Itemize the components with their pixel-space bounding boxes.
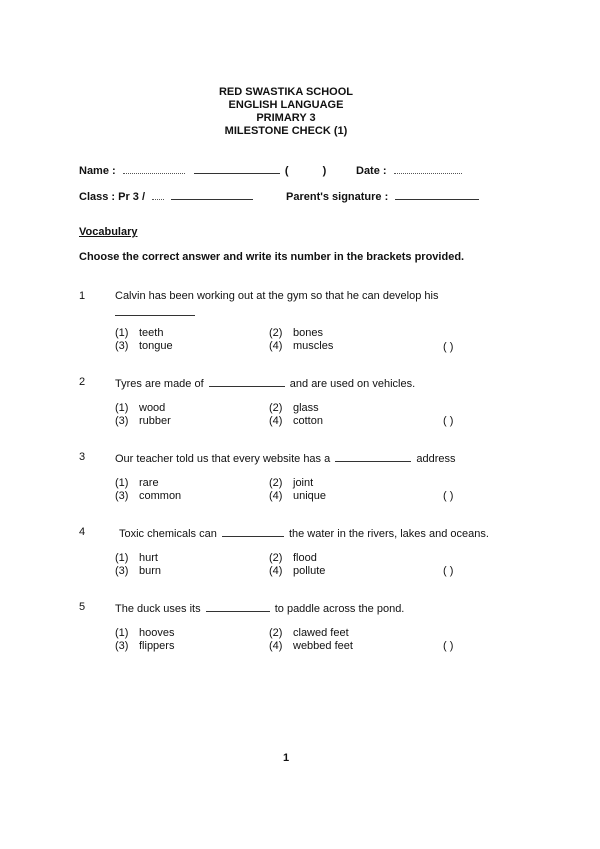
- option-2[interactable]: (2) bones: [269, 327, 323, 339]
- question-number: 3: [79, 451, 86, 463]
- date-field[interactable]: [394, 163, 462, 174]
- answer-blank[interactable]: [115, 305, 195, 316]
- answer-bracket[interactable]: ( ): [443, 490, 454, 502]
- page-number: 1: [282, 752, 290, 764]
- option-3[interactable]: (3) tongue: [115, 340, 173, 352]
- option-4[interactable]: (4) pollute: [269, 565, 326, 577]
- option-3[interactable]: (3) common: [115, 490, 182, 502]
- answer-blank[interactable]: [222, 526, 284, 537]
- answer-blank[interactable]: [206, 601, 270, 612]
- option-2[interactable]: (2) flood: [269, 552, 317, 564]
- option-1[interactable]: (1) rare: [115, 477, 159, 489]
- option-1[interactable]: (1) teeth: [115, 327, 164, 339]
- signature-label: Parent's signature :: [286, 191, 389, 203]
- answer-blank[interactable]: [209, 376, 285, 387]
- option-2[interactable]: (2) glass: [269, 402, 319, 414]
- option-1[interactable]: (1) hooves: [115, 627, 175, 639]
- option-3[interactable]: (3) rubber: [115, 415, 171, 427]
- question-text: Toxic chemicals can the water in the rivers, lakes and oceans.: [119, 528, 489, 540]
- class-field[interactable]: [171, 189, 253, 200]
- test-name: MILESTONE CHECK (1): [224, 125, 348, 137]
- name-label: Name :: [79, 165, 116, 177]
- class-row: [79, 189, 253, 203]
- question-number: 2: [79, 376, 86, 388]
- register-bracket-open: (: [284, 165, 289, 177]
- option-2[interactable]: (2) joint: [269, 477, 314, 489]
- date-row: [356, 163, 462, 177]
- option-4[interactable]: (4) unique: [269, 490, 327, 502]
- option-1[interactable]: (1) hurt: [115, 552, 158, 564]
- name-row: [79, 163, 326, 177]
- question-text: Tyres are made of and are used on vehicles.: [115, 378, 416, 390]
- name-field-second[interactable]: [194, 163, 280, 174]
- signature-field[interactable]: [395, 189, 479, 200]
- name-field-first[interactable]: [123, 163, 185, 174]
- school-name: RED SWASTIKA SCHOOL: [218, 86, 354, 98]
- option-4[interactable]: (4) cotton: [269, 415, 323, 427]
- section-instruction: Choose the correct answer and write its number in the brackets provided.: [79, 251, 465, 263]
- question-number: 5: [79, 601, 86, 613]
- question-text: Calvin has been working out at the gym so that he can develop his: [115, 290, 439, 302]
- question-text: The duck uses its to paddle across the pond.: [115, 603, 405, 615]
- question-number: 4: [79, 526, 86, 538]
- option-3[interactable]: (3) flippers: [115, 640, 175, 652]
- answer-blank[interactable]: [335, 451, 411, 462]
- answer-bracket[interactable]: ( ): [443, 565, 454, 577]
- answer-bracket[interactable]: ( ): [443, 640, 454, 652]
- class-field-short[interactable]: [152, 189, 164, 200]
- question-number: 1: [79, 290, 86, 302]
- option-3[interactable]: (3) burn: [115, 565, 162, 577]
- answer-bracket[interactable]: ( ): [443, 341, 454, 353]
- answer-bracket[interactable]: ( ): [443, 415, 454, 427]
- signature-row: [286, 189, 479, 203]
- register-bracket-close: ): [322, 165, 327, 177]
- option-2[interactable]: (2) clawed feet: [269, 627, 349, 639]
- subject-name: ENGLISH LANGUAGE: [228, 99, 344, 111]
- level-name: PRIMARY 3: [256, 112, 316, 124]
- question-text: Our teacher told us that every website has a address: [115, 453, 456, 465]
- option-4[interactable]: (4) muscles: [269, 340, 334, 352]
- worksheet-header: [0, 86, 572, 138]
- class-label: Class : Pr 3 /: [79, 191, 146, 203]
- section-title: Vocabulary: [79, 226, 138, 238]
- option-1[interactable]: (1) wood: [115, 402, 166, 414]
- date-label: Date :: [356, 165, 387, 177]
- option-4[interactable]: (4) webbed feet: [269, 640, 353, 652]
